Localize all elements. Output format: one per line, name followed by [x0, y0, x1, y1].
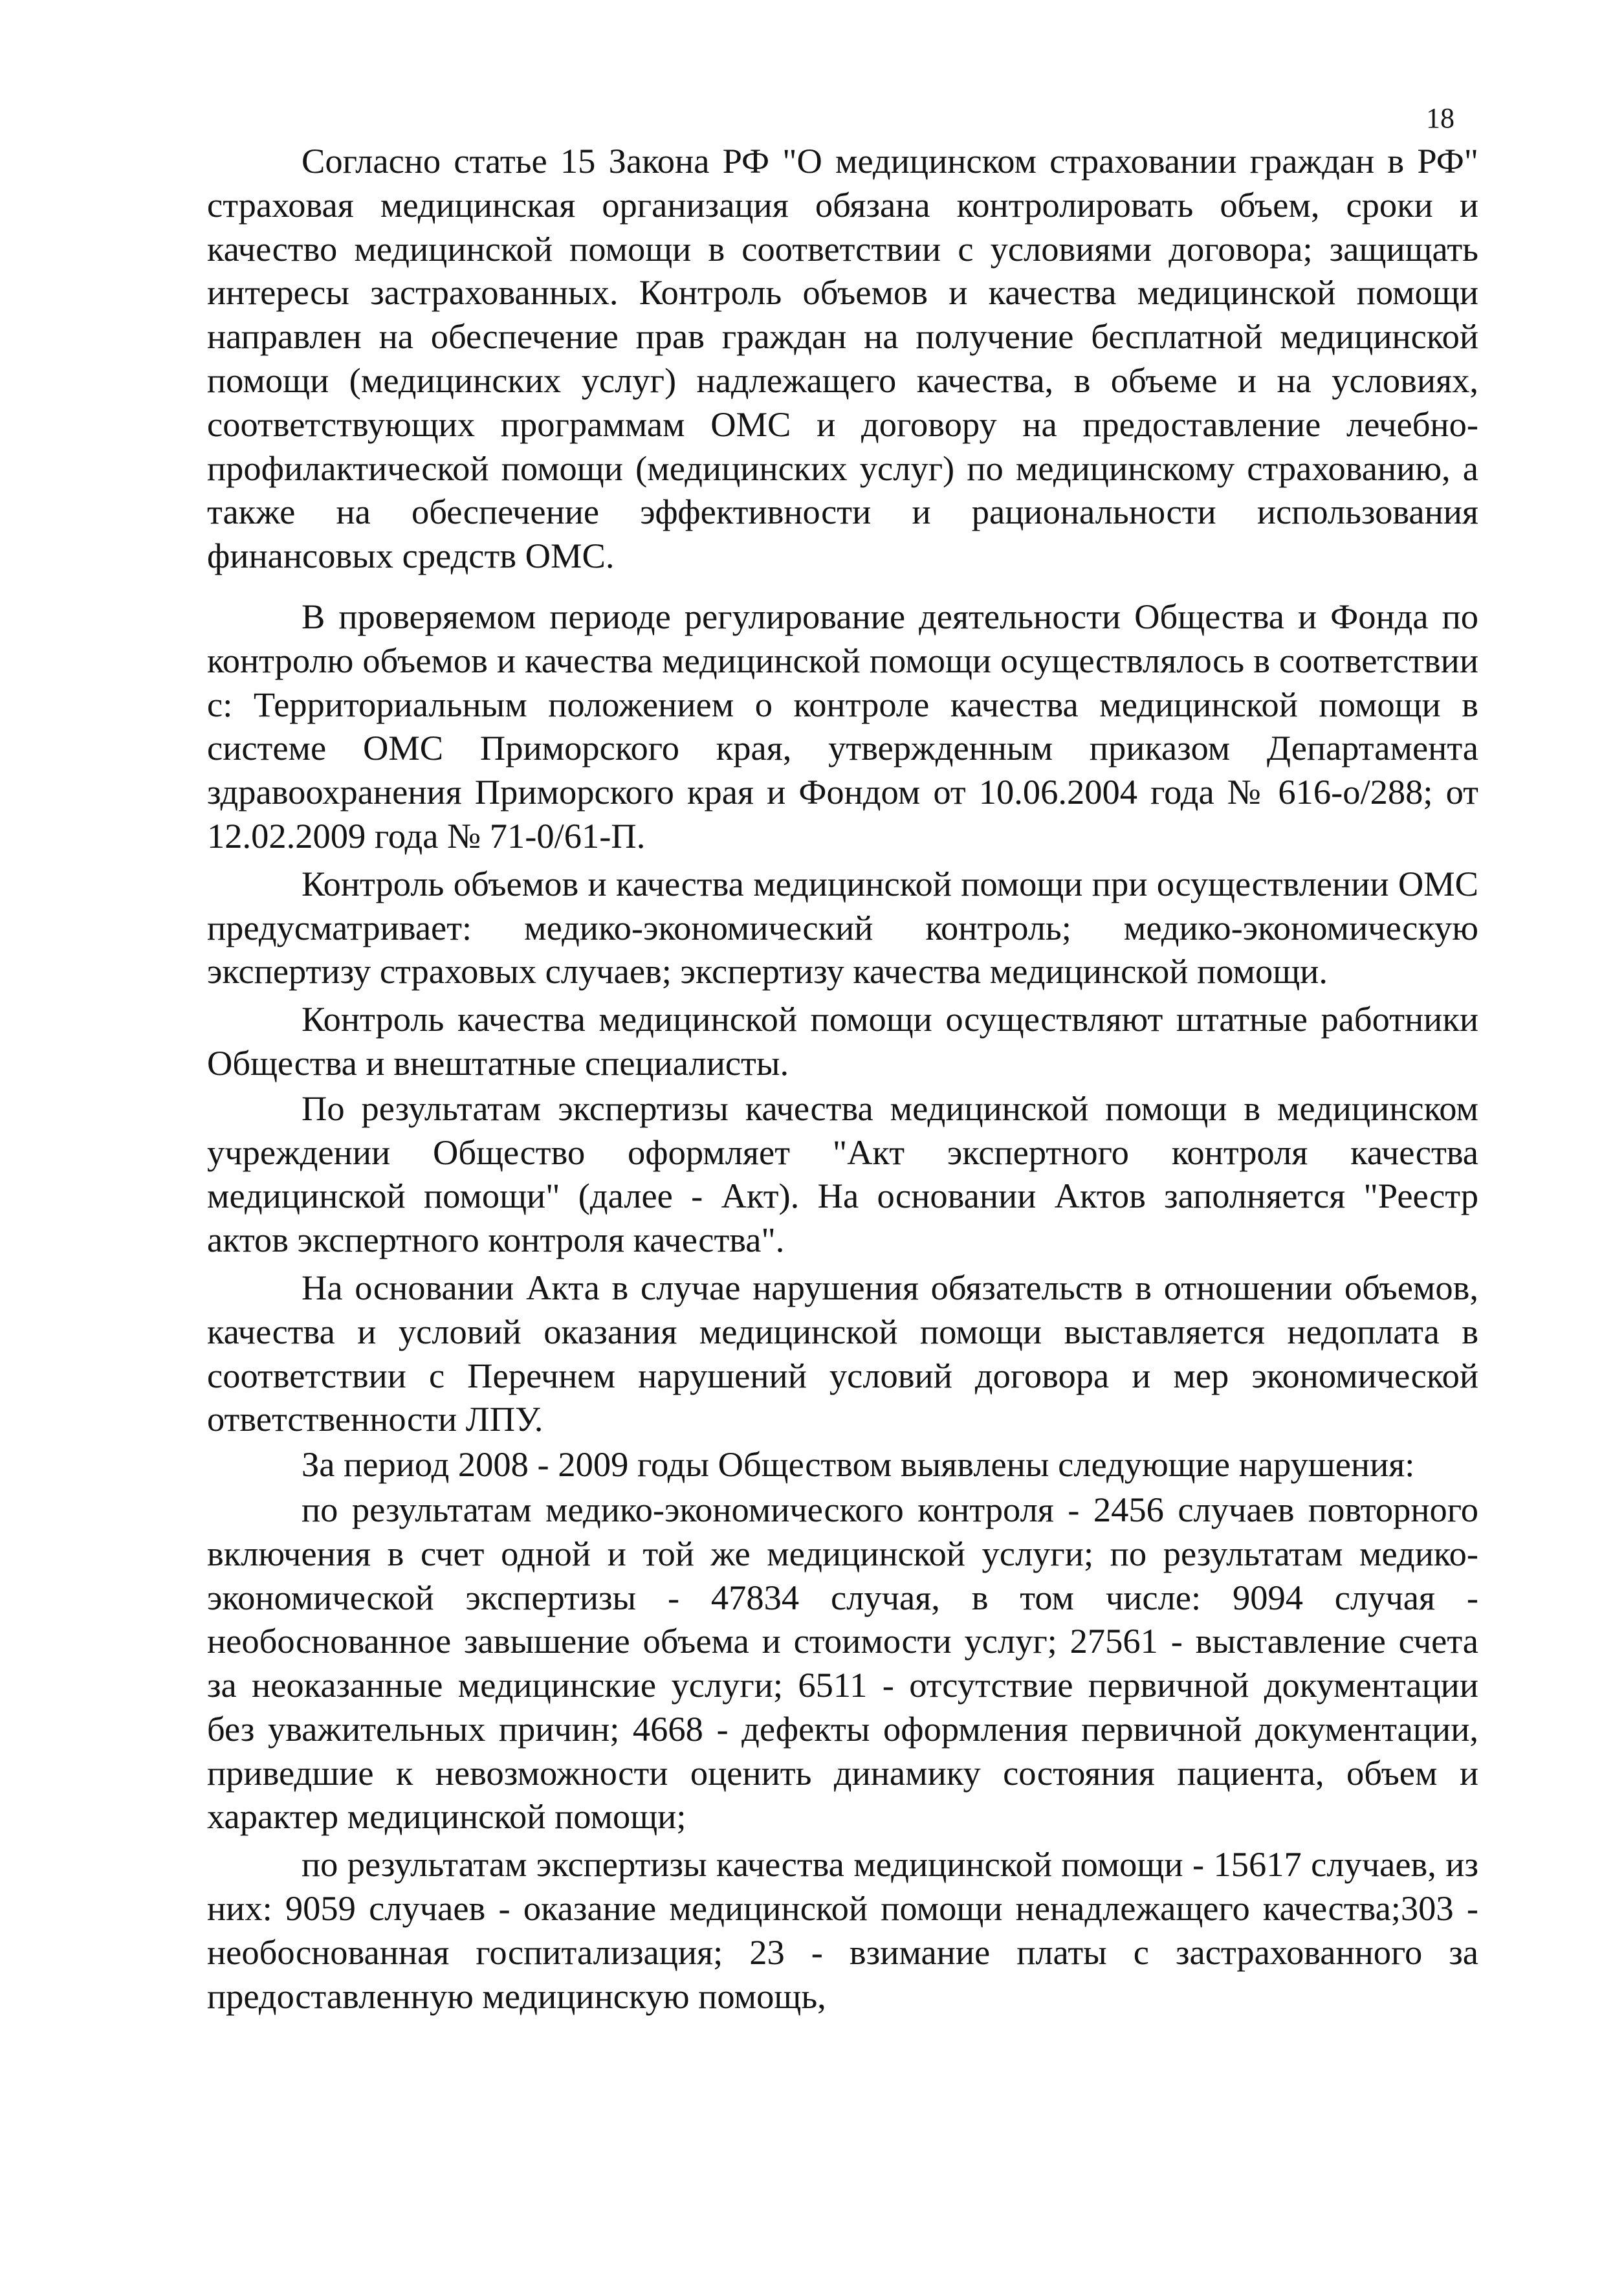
paragraph-period-intro: За период 2008 - 2009 годы Обществом выявлены следующие нарушения:: [302, 1444, 1415, 1485]
document-body: [207, 139, 1478, 2018]
paragraph-underpayment: На основании Акта в случае нарушения обязательств в отношении объемов, качества и условий оказания медицинской помощи выставляется недоплата в соответствии с Перечнем нарушений условий договора и мер экономической ответственности ЛПУ.: [207, 1267, 1478, 1439]
paragraph-regulation: В проверяемом периоде регулирование деятельности Общества и Фонда по контролю объемов и качества медицинской помощи осуществлялось в соответствии с: Территориальным положением о контроле качества медицинской помощи в системе ОМС Приморского края, утвержденным приказом Департамента здравоохранения Приморского края и Фондом от 10.06.2004 года № 616-о/288; от 12.02.2009 года № 71-0/61-П.: [207, 596, 1478, 856]
paragraph-expert-act: По результатам экспертизы качества медицинской помощи в медицинском учреждении Общество оформляет "Акт экспертного контроля качества медицинской помощи" (далее - Акт). На основании Актов заполняется "Реестр актов экспертного контроля качества".: [207, 1088, 1478, 1260]
paragraph-insurance-law: Согласно статье 15 Закона РФ "О медицинском страховании граждан в РФ" страховая медицинская организация обязана контролировать объем, сроки и качество медицинской помощи в соответствии с условиями договора; защищать интересы застрахованных. Контроль объемов и качества медицинской помощи направлен на обеспечение прав граждан на получение бесплатной медицинской помощи (медицинских услуг) надлежащего качества, в объеме и на условиях, соответствующих программам ОМС и договору на предоставление лечебно-профилактической помощи (медицинских услуг) по медицинскому страхованию, а также на обеспечение эффективности и рациональности использования финансовых средств ОМС.: [207, 141, 1478, 576]
page-number: 18: [1426, 102, 1454, 134]
paragraph-staff: Контроль качества медицинской помощи осуществляют штатные работники Общества и внештатные специалисты.: [207, 999, 1478, 1083]
paragraph-mek-results: по результатам медико-экономического контроля - 2456 случаев повторного включения в счет одной и той же медицинской услуги; по результатам медико-экономической экспертизы - 47834 случая, в том числе: 9094 случая - необоснованное завышение объема и стоимости услуг; 27561 - выставление счета за неоказанные медицинские услуги; 6511 - отсутствие первичной документации без уважительных причин; 4668 - дефекты оформления первичной документации, приведшие к невозможности оценить динамику состояния пациента, объем и характер медицинской помощи;: [207, 1489, 1478, 1837]
paragraph-ekmp-results: по результатам экспертизы качества медицинской помощи - 15617 случаев, из них: 9059 случаев - оказание медицинской помощи ненадлежащего качества;303 - необоснованная госпитализация; 23 - взимание платы с застрахованного за предоставленную медицинскую помощь,: [207, 1844, 1478, 2016]
paragraph-control-types: Контроль объемов и качества медицинской помощи при осуществлении ОМС предусматривает: медико-экономический контроль; медико-экономическую экспертизу страховых случаев; экспертизу качества медицинской помощи.: [207, 863, 1478, 991]
